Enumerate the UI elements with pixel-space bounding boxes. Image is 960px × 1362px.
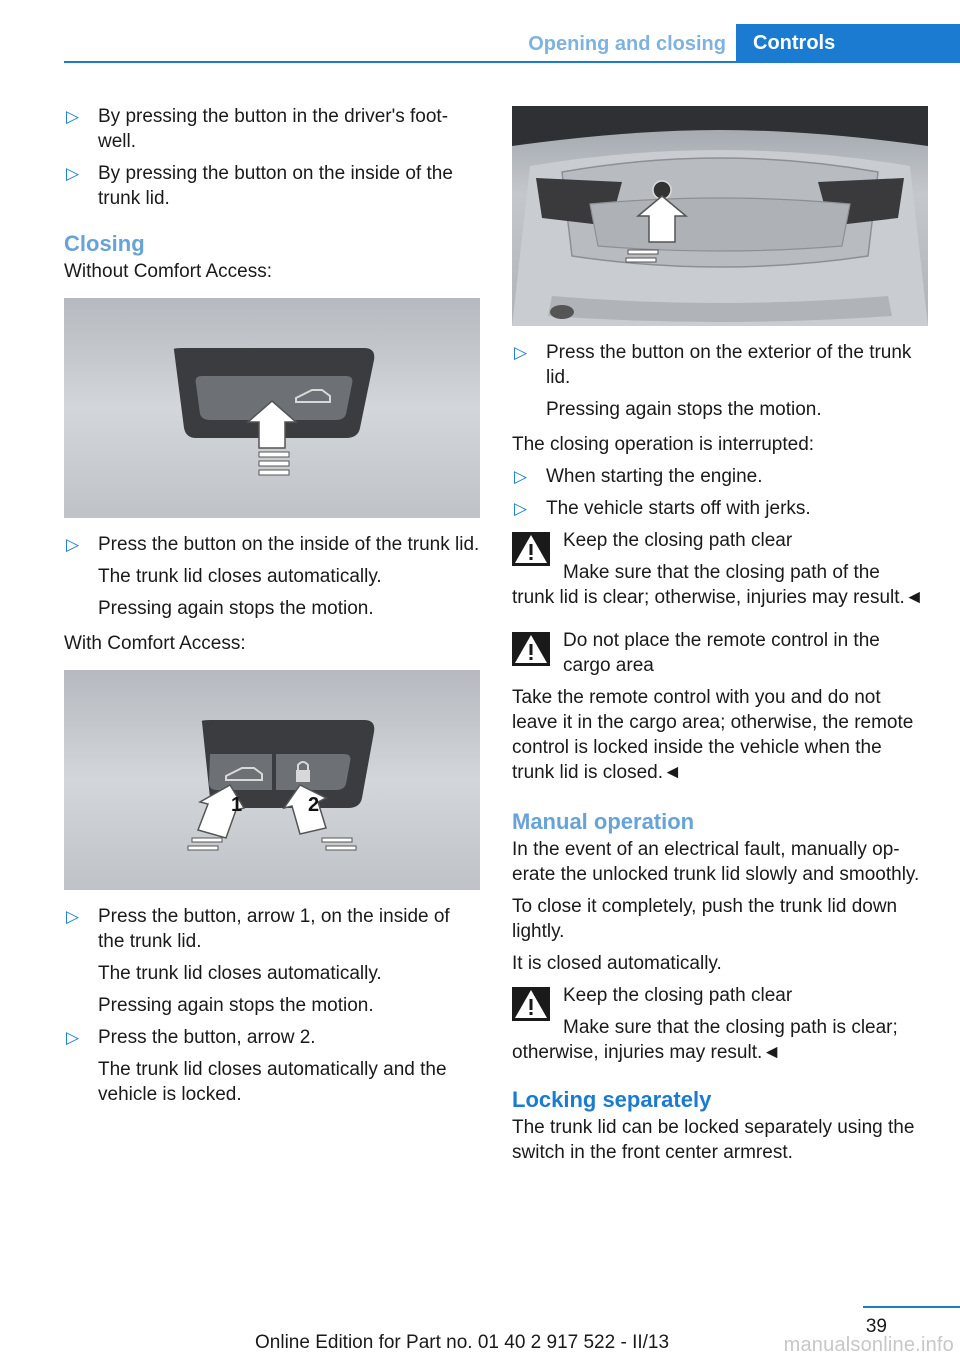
header-section-title: Opening and closing <box>528 33 726 55</box>
list-item: ▷ By pressing the button in the driver's foot‐well. <box>66 106 449 152</box>
warning-triangle-icon <box>512 987 550 1021</box>
triangle-bullet-icon: ▷ <box>66 907 80 926</box>
triangle-bullet-icon: ▷ <box>514 499 528 518</box>
triangle-bullet-icon: ▷ <box>66 164 80 183</box>
arrow-label-1: 1 <box>231 794 243 816</box>
header-rule <box>64 61 960 63</box>
triangle-bullet-icon: ▷ <box>514 467 528 486</box>
right-column: ▷ Press the button on the exterior of the trunk lid. Pressing again stops the motion. The closing operation is interrupted: ▷ When starting the engine. ▷ The vehicle starts off with jerks. Keep the closing path clear Make sure that the closing path of the trunk lid is clear; otherwise, injuries may result.◄ Do not place the remote control in the cargo area Take the remote control with you and do not leave it in the cargo area; otherwise, the remote control is locked inside the vehicle when the trunk lid is closed.◄ Manual operation In the event of an electrical fault, manually op‐erate the unlocked trunk lid slowly and smoothly. To close it completely, push the trunk lid down lightly. It is closed automatically. Keep the closing path clear Make sure that the closing path is clear; otherwise, injuries may result.◄ Locking separately The trunk lid can be locked separately using the switch in the front center armrest. <box>512 104 928 1172</box>
list-item: ▷ Press the button, arrow 1, on the inside of the trunk lid. The trunk lid closes automatically. Pressing again stops the motion. <box>66 906 450 1016</box>
warning-triangle-icon <box>512 632 550 666</box>
warning-box: Keep the closing path clear Make sure that the closing path is clear; otherwise, injuries may result.◄ <box>512 985 898 1063</box>
triangle-bullet-icon: ▷ <box>66 1028 80 1047</box>
without-comfort-label: Without Comfort Access: <box>64 261 273 282</box>
manual-operation-heading: Manual operation <box>512 809 695 834</box>
warning-box: Keep the closing path clear Make sure that the closing path of the trunk lid is clear; otherwise, injuries may result.◄ <box>512 530 924 608</box>
page-number: 39 <box>865 1316 887 1337</box>
trunk-button-photo <box>64 298 480 518</box>
triangle-bullet-icon: ▷ <box>66 107 80 126</box>
closing-heading: Closing <box>64 231 145 256</box>
footer-edition: Online Edition for Part no. 01 40 2 917 522 - II/13 <box>255 1332 670 1353</box>
header-chapter-tab: Controls <box>736 24 960 62</box>
list-item: ▷ When starting the engine. <box>514 466 763 487</box>
watermark: manualsonline.info <box>783 1334 954 1356</box>
warning-triangle-icon <box>512 532 550 566</box>
list-item: ▷ Press the button, arrow 2. The trunk lid closes automatically and the vehicle is locked. <box>66 1027 447 1105</box>
triangle-bullet-icon: ▷ <box>514 343 528 362</box>
footer-rule <box>863 1306 960 1308</box>
locking-separately-heading: Locking separately <box>512 1087 712 1112</box>
list-item: ▷ The vehicle starts off with jerks. <box>514 498 811 519</box>
interrupted-text: The closing operation is interrupted: <box>512 434 815 455</box>
with-comfort-label: With Comfort Access: <box>64 633 246 654</box>
car-rear-photo <box>512 106 928 326</box>
left-column <box>64 104 480 1114</box>
list-item: ▷ Press the button on the exterior of the trunk lid. Pressing again stops the motion. <box>514 342 912 420</box>
list-item: ▷ Press the button on the inside of the trunk lid. The trunk lid closes automatically. Pressing again stops the motion. <box>66 534 480 619</box>
triangle-bullet-icon: ▷ <box>66 535 80 554</box>
list-item: ▷ By pressing the button on the inside of the trunk lid. <box>66 163 453 209</box>
warning-box: Do not place the remote control in the cargo area Take the remote control with you and do not leave it in the cargo area; otherwise, the remote control is locked inside the vehicle when the trunk lid is closed.◄ <box>512 630 914 783</box>
comfort-buttons-photo <box>64 670 480 890</box>
arrow-label-2: 2 <box>308 794 320 816</box>
